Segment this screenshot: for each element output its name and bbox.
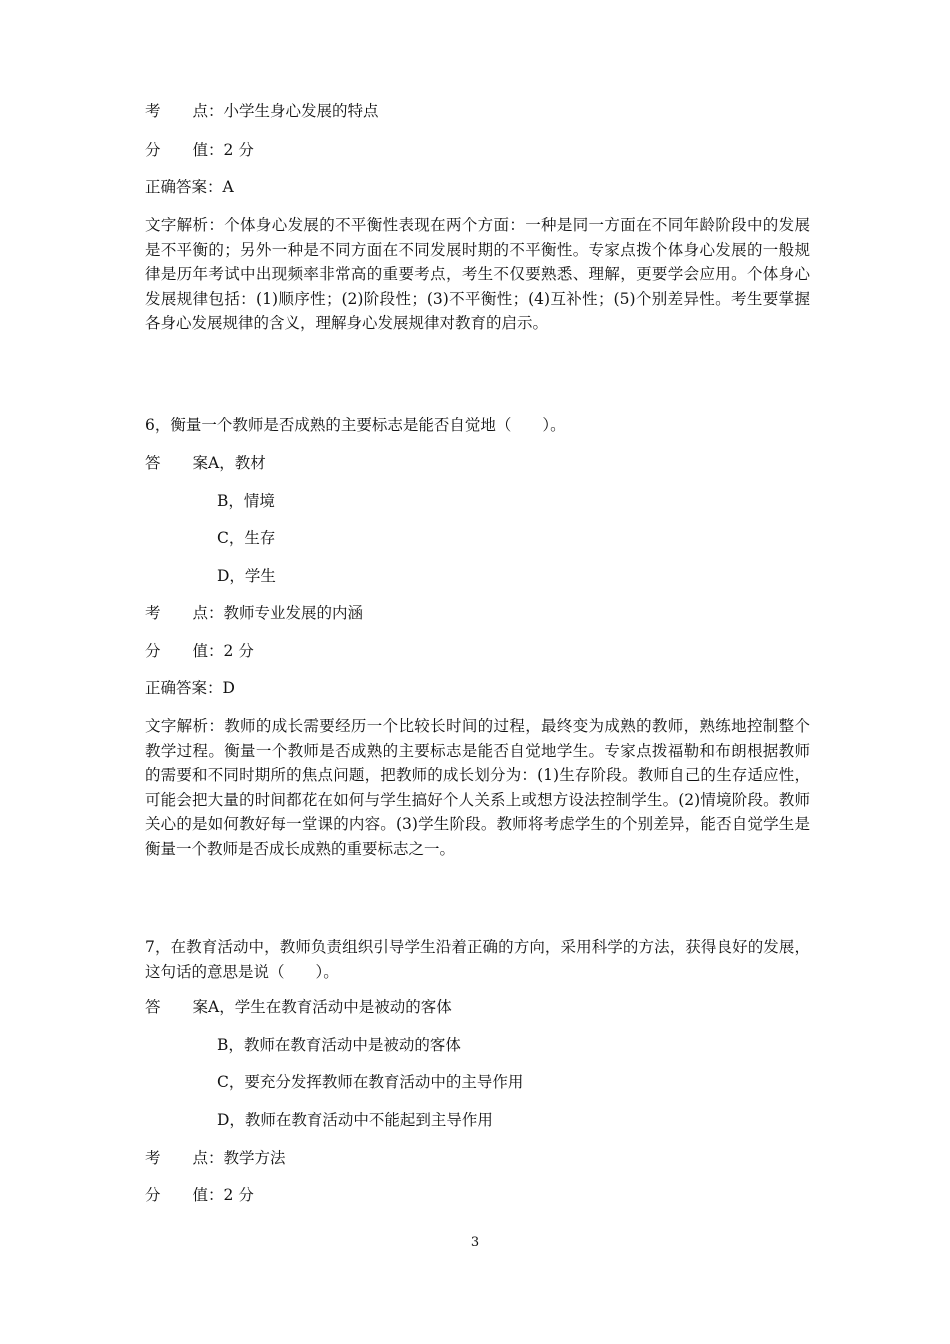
q5-analysis: 文字解析：个体身心发展的不平衡性表现在两个方面：一种是同一方面在不同年龄阶段中的发展是不平衡的；另外一种是不同方面在不同发展时期的不平衡性。专家点拨个体身心发展的一般规律是历年考试中出现频率非常高的重要考点，考生不仅要熟悉、理解，更要学会应用。个体身心发展规律包括：(1)顺序性；(2)阶段性；(3)不平衡性；(4)互补性；(5)个别差异性。考生要掌握各身心发展规律的含义，理解身心发展规律对教育的启示。 (145, 216, 810, 333)
q6-option-a: A，教材 (208, 454, 266, 472)
q5-answer-label: 正确答案： (145, 178, 223, 196)
q7-kaodian-label-a: 考 (145, 1149, 161, 1167)
q6-answer-value: D (222, 679, 235, 697)
q6-answer-label-a: 答 (145, 454, 161, 472)
q7-fenzhi-line (145, 1183, 254, 1207)
q7-kaodian-line (145, 1146, 286, 1170)
q5-fenzhi-value: 2 分 (223, 141, 254, 159)
q7-kaodian-label-b: 点： (192, 1149, 224, 1167)
q7-answer-label-a: 答 (145, 998, 161, 1016)
q6-option-d: D，学生 (217, 567, 276, 585)
q6-answer-line (145, 676, 235, 700)
q6-fenzhi-label-a: 分 (145, 642, 161, 660)
q6-kaodian-line (145, 601, 363, 625)
q6-kaodian-label-b: 点： (192, 604, 224, 622)
q7-option-b: B，教师在教育活动中是被动的客体 (217, 1036, 461, 1054)
q7-fenzhi-label-b: 值： (192, 1186, 224, 1204)
q6-answer-label: 正确答案： (145, 679, 223, 697)
q7-option-a: A，学生在教育活动中是被动的客体 (208, 998, 452, 1016)
q7-fenzhi-value: 2 分 (223, 1186, 254, 1204)
q6-fenzhi-value: 2 分 (223, 642, 254, 660)
q6-analysis: 文字解析：教师的成长需要经历一个比较长时间的过程，最终变为成熟的教师，熟练地控制整个教学过程。衡量一个教师是否成熟的主要标志是能否自觉地学生。专家点拨福勒和布朗根据教师的需要和不同时期所的焦点问题，把教师的成长划分为：(1)生存阶段。教师自己的生存适应性，可能会把大量的时间都花在如何与学生搞好个人关系上或想方设法控制学生。(2)情境阶段。教师关心的是如何教好每一堂课的内容。(3)学生阶段。教师将考虑学生的个别差异，能否自觉学生是衡量一个教师是否成长成熟的重要标志之一。 (145, 717, 810, 858)
q5-answer-value: A (222, 178, 234, 196)
q5-kaodian-label-a: 考 (145, 102, 161, 120)
q5-kaodian-value: 小学生身心发展的特点 (223, 102, 379, 120)
q5-fenzhi-line (145, 138, 254, 162)
q6-fenzhi-label-b: 值： (192, 642, 224, 660)
q5-answer-line (145, 175, 234, 199)
q6-option-a-line (145, 451, 266, 475)
q6-option-b: B，情境 (217, 492, 275, 510)
q7-option-c: C，要充分发挥教师在教育活动中的主导作用 (217, 1073, 524, 1091)
q6-option-c: C，生存 (217, 529, 276, 547)
q7-question: 7，在教育活动中，教师负责组织引导学生沿着正确的方向，采用科学的方法，获得良好的发展，这句话的意思是说（ ）。 (145, 938, 810, 981)
q5-fenzhi-label-b: 值： (192, 141, 224, 159)
q7-fenzhi-label-a: 分 (145, 1186, 161, 1204)
q7-option-d: D，教师在教育活动中不能起到主导作用 (217, 1111, 493, 1129)
page-number: 3 (470, 1235, 480, 1250)
q6-kaodian-value: 教师专业发展的内涵 (223, 604, 364, 622)
q6-question: 6，衡量一个教师是否成熟的主要标志是能否自觉地（ ）。 (145, 416, 566, 434)
q5-kaodian-label-b: 点： (192, 102, 224, 120)
q7-kaodian-value: 教学方法 (223, 1149, 286, 1167)
q5-kaodian-line (145, 99, 379, 123)
q6-kaodian-label-a: 考 (145, 604, 161, 622)
q5-fenzhi-label-a: 分 (145, 141, 161, 159)
q7-option-a-line (145, 995, 452, 1019)
q6-answer-label-b: 案 (192, 454, 209, 472)
q7-answer-label-b: 案 (192, 998, 209, 1016)
q6-fenzhi-line (145, 639, 254, 663)
